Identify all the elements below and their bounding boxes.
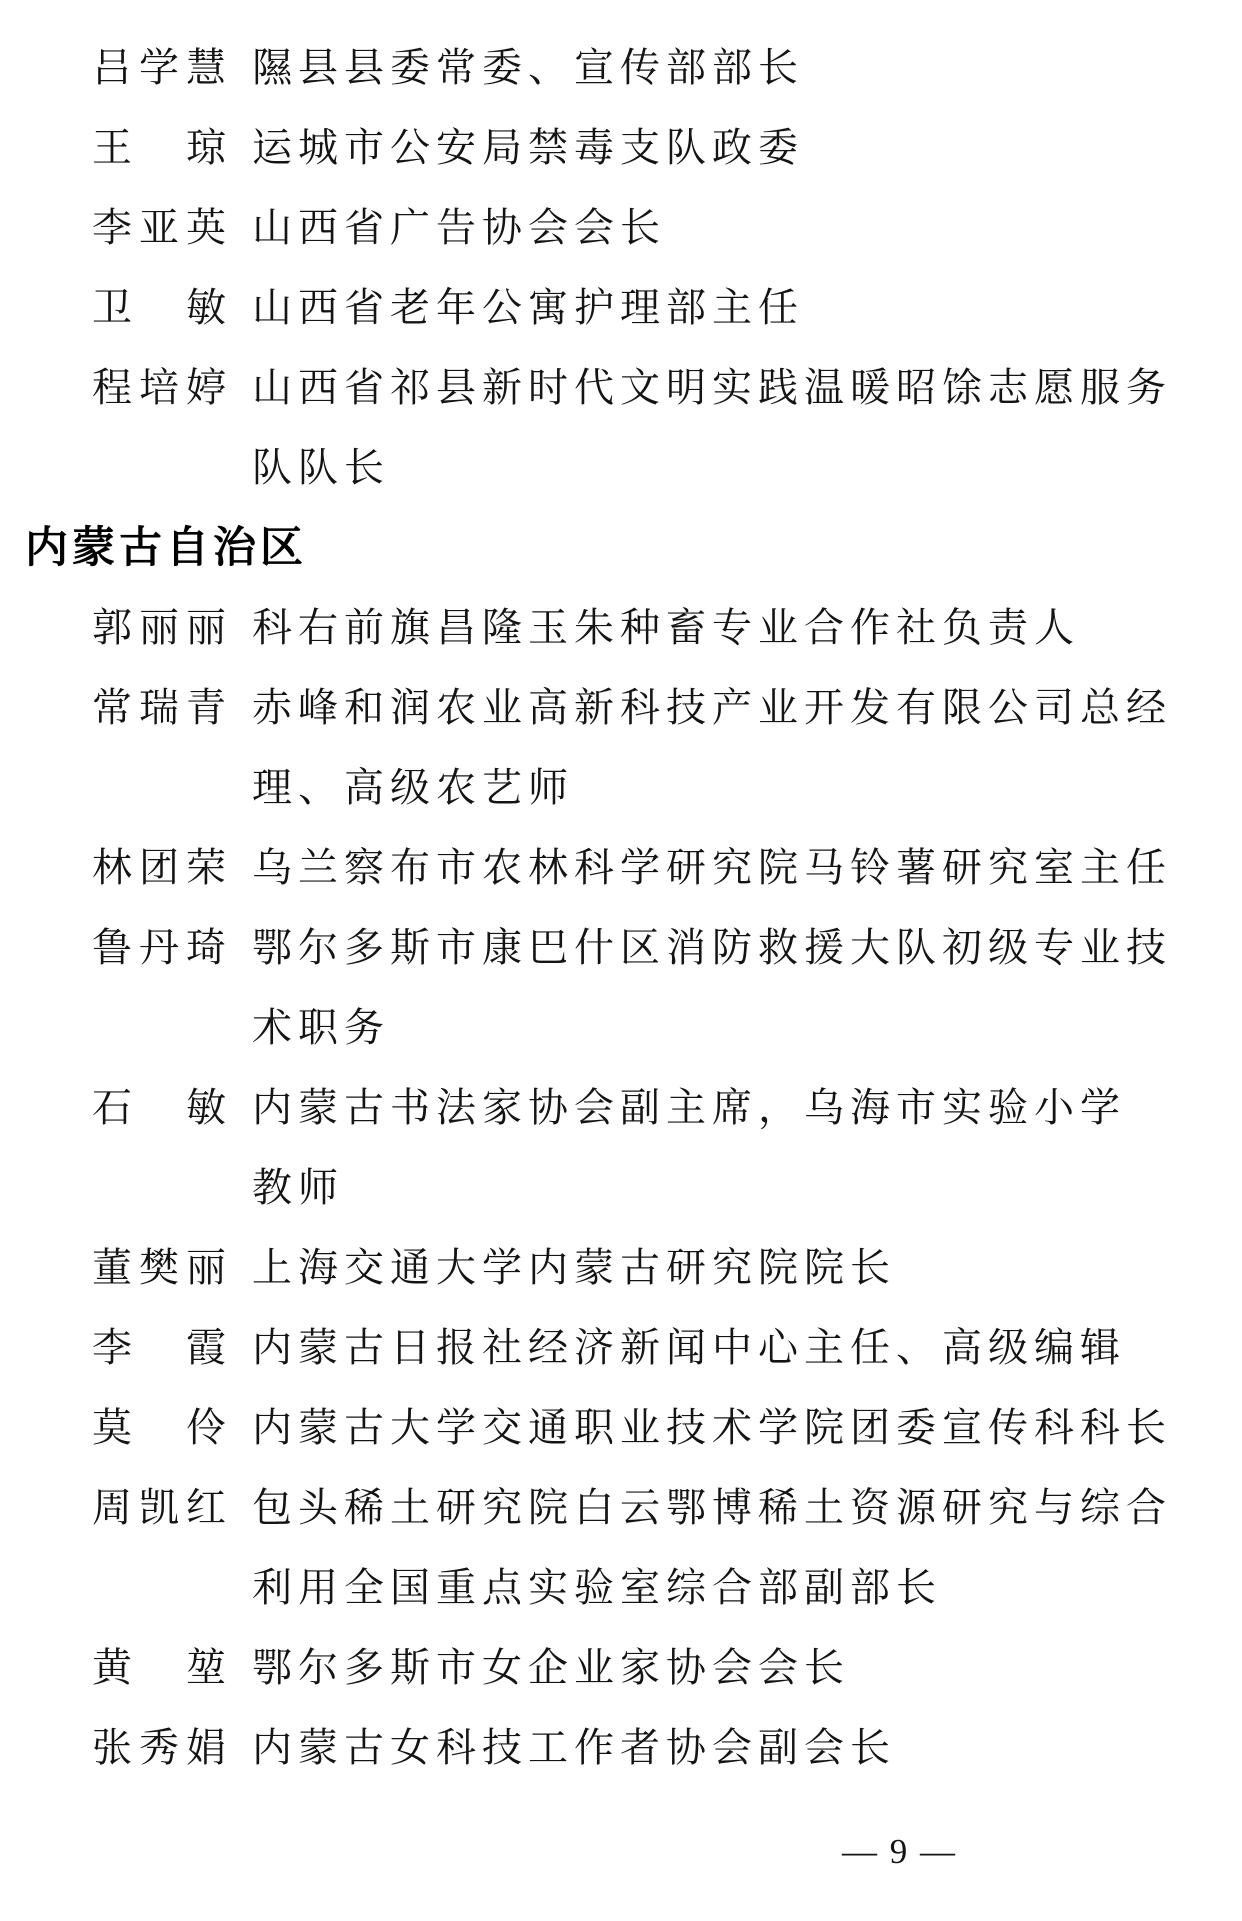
entry-title <box>252 28 1214 108</box>
list-entry <box>0 1068 1242 1228</box>
entry-title-line: 山西省广告协会会长 <box>252 205 666 250</box>
list-entry <box>0 1708 1242 1788</box>
list-entry <box>0 348 1242 508</box>
list-entry <box>0 1628 1242 1708</box>
entry-name: 常瑞青 <box>92 685 233 730</box>
entry-title <box>252 268 1214 348</box>
entry-name: 董樊丽 <box>92 1245 233 1290</box>
entry-title-line: 教师 <box>252 1165 344 1210</box>
list-entry <box>0 1308 1242 1388</box>
entry-name: 卫 敏 <box>92 285 233 330</box>
entry-name: 张秀娟 <box>92 1725 233 1770</box>
entry-name: 林团荣 <box>92 845 233 890</box>
page-number: — 9 — <box>842 1832 957 1871</box>
entry-title-line: 内蒙古书法家协会副主席，乌海市实验小学 <box>252 1085 1126 1130</box>
entry-title-line: 上海交通大学内蒙古研究院院长 <box>252 1245 896 1290</box>
entry-title-line: 赤峰和润农业高新科技产业开发有限公司总经 <box>252 685 1172 730</box>
entry-name: 李亚英 <box>92 205 233 250</box>
entry-title-line: 内蒙古女科技工作者协会副会长 <box>252 1725 896 1770</box>
entry-title <box>252 1228 1214 1308</box>
section-heading-neimenggu: 内蒙古自治区 <box>25 524 307 572</box>
entry-title <box>252 1388 1214 1468</box>
list-entry <box>0 828 1242 908</box>
entry-title-line: 包头稀土研究院白云鄂博稀土资源研究与综合 <box>252 1485 1172 1530</box>
entry-title-line: 利用全国重点实验室综合部副部长 <box>252 1565 942 1610</box>
entry-title <box>252 668 1214 828</box>
entry-name: 吕学慧 <box>92 45 233 90</box>
entry-title <box>252 188 1214 268</box>
entry-title <box>252 828 1214 908</box>
entry-name: 郭丽丽 <box>92 605 233 650</box>
list-entry <box>0 1388 1242 1468</box>
entry-title-line: 鄂尔多斯市康巴什区消防救援大队初级专业技 <box>252 925 1172 970</box>
entry-title <box>252 1068 1214 1228</box>
entry-title-line: 术职务 <box>252 1005 390 1050</box>
entry-name: 周凯红 <box>92 1485 233 1530</box>
entry-title-line: 队队长 <box>252 445 390 490</box>
entry-title-line: 运城市公安局禁毒支队政委 <box>252 125 804 170</box>
entry-name: 李 霞 <box>92 1325 233 1370</box>
entry-name: 王 琼 <box>92 125 233 170</box>
entry-title-line: 科右前旗昌隆玉朱种畜专业合作社负责人 <box>252 605 1080 650</box>
entry-title-line: 山西省老年公寓护理部主任 <box>252 285 804 330</box>
entry-title-line: 内蒙古日报社经济新闻中心主任、高级编辑 <box>252 1325 1126 1370</box>
list-entry <box>0 1228 1242 1308</box>
entry-title-line: 隰县县委常委、宣传部部长 <box>252 45 804 90</box>
list-entry <box>0 1468 1242 1628</box>
entry-list-neimenggu <box>0 588 1242 1788</box>
entry-title <box>252 588 1214 668</box>
entry-name: 石 敏 <box>92 1085 233 1130</box>
list-entry <box>0 588 1242 668</box>
document-content <box>0 28 1242 1788</box>
entry-title <box>252 1628 1214 1708</box>
entry-title <box>252 908 1214 1068</box>
entry-name: 鲁丹琦 <box>92 925 233 970</box>
entry-title <box>252 348 1214 508</box>
list-entry <box>0 908 1242 1068</box>
list-entry <box>0 108 1242 188</box>
entry-title <box>252 108 1214 188</box>
entry-title <box>252 1308 1214 1388</box>
list-entry <box>0 668 1242 828</box>
entry-title-line: 山西省祁县新时代文明实践温暖昭馀志愿服务 <box>252 365 1172 410</box>
entry-name: 黄 堃 <box>92 1645 233 1690</box>
entry-list-shanxi <box>0 28 1242 508</box>
list-entry <box>0 28 1242 108</box>
list-entry <box>0 188 1242 268</box>
entry-title-line: 鄂尔多斯市女企业家协会会长 <box>252 1645 850 1690</box>
entry-title-line: 内蒙古大学交通职业技术学院团委宣传科科长 <box>252 1405 1172 1450</box>
entry-title <box>252 1468 1214 1628</box>
entry-title-line: 理、高级农艺师 <box>252 765 574 810</box>
entry-name: 程培婷 <box>92 365 233 410</box>
entry-title <box>252 1708 1214 1788</box>
entry-name: 莫 伶 <box>92 1405 233 1450</box>
list-entry <box>0 268 1242 348</box>
entry-title-line: 乌兰察布市农林科学研究院马铃薯研究室主任 <box>252 845 1172 890</box>
